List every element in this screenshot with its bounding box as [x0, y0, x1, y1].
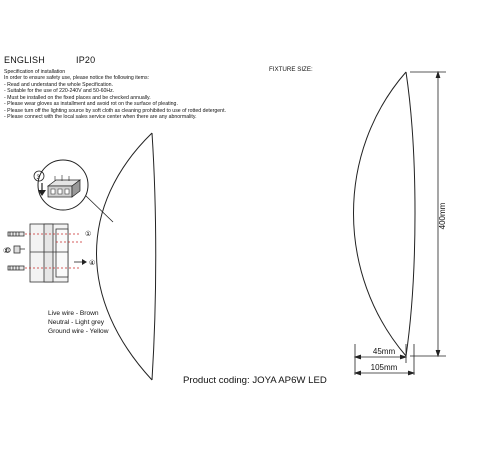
step-number: 3	[36, 175, 40, 181]
step-marker-4	[89, 259, 95, 267]
connector-zoom-callout	[34, 160, 113, 222]
spec-line: - Please wear gloves as installment and avoid rot on the surface of pleating.	[4, 101, 178, 107]
step-marker-2	[3, 247, 9, 255]
fixture-size-label: FIXTURE SIZE:	[269, 66, 313, 73]
language-label: ENGLISH	[4, 55, 45, 65]
dimension-lines	[355, 72, 446, 375]
height-dimension: 400mm	[438, 202, 447, 230]
step-number: ④	[89, 259, 96, 267]
wire-ground: Ground wire - Yellow	[48, 328, 109, 335]
screw-icon	[8, 266, 24, 270]
mounting-bracket	[30, 224, 68, 282]
product-coding: Product coding: JOYA AP6W LED	[183, 375, 327, 386]
screw-icon	[8, 232, 24, 236]
spec-line: - Must be installed on the fixed places and be checked annually.	[4, 94, 151, 101]
depth-dimension: 45mm	[372, 347, 396, 356]
step-number: ①	[85, 230, 92, 238]
wire-live: Live wire - Brown	[48, 310, 99, 317]
spec-line: - Please turn off the lighting source by soft cloth as cleaning prohibited to use of rotted detergent.	[4, 107, 226, 114]
wire-neutral: Neutral - Light grey	[48, 319, 105, 326]
fixture-side-view	[354, 72, 416, 356]
arrow-icon	[74, 259, 87, 265]
lamp-side-view	[97, 133, 156, 380]
step-marker-1	[85, 230, 91, 238]
ip-rating-label: IP20	[76, 55, 96, 65]
spec-line: In order to ensure safety use, please notice the following items:	[4, 75, 150, 81]
spec-line: - Suitable for the use of 220-240V and 50-60Hz.	[4, 88, 115, 94]
width-dimension: 105mm	[370, 363, 398, 372]
wire-color-legend	[48, 309, 108, 336]
spec-line: - Please connect with the local sales service center when there are any abnormality.	[4, 114, 197, 120]
step-number: ②	[3, 247, 10, 255]
spec-title: Specification of installation	[4, 69, 66, 75]
spec-line: - Read and understand the whole Specification.	[4, 81, 114, 88]
